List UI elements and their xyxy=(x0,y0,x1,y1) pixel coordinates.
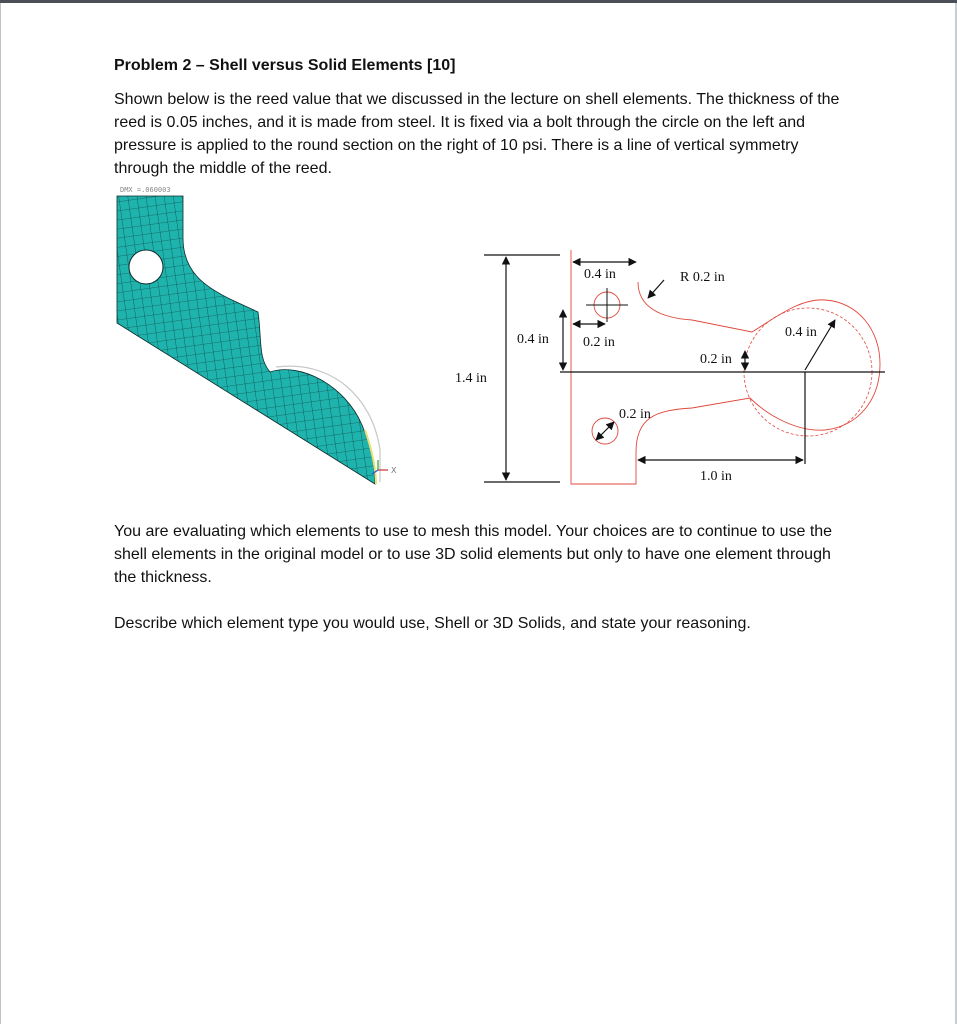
dim-left-height: 0.4 in xyxy=(517,332,549,347)
dim-hole-offset: 0.2 in xyxy=(583,335,615,350)
dim-radius-arrow xyxy=(648,280,664,298)
triad-x-label: X xyxy=(391,466,397,475)
evaluation-text: You are evaluating which elements to use to mesh this model. Your choices are to continue to use the shell elements in the original model or to use 3D solid elements but only to have one element through the thickness. xyxy=(114,523,833,586)
mesh-bolt-hole xyxy=(129,250,163,284)
dim-top-width: 0.4 in xyxy=(584,267,616,282)
dim-length: 1.0 in xyxy=(700,469,732,484)
dim-hole-dia: 0.2 in xyxy=(619,407,651,422)
dimension-drawing xyxy=(455,250,885,484)
dmx-label: DMX =.060003 xyxy=(120,186,171,194)
dim-circle-radius: 0.4 in xyxy=(785,325,817,340)
dim-neck-half: 0.2 in xyxy=(700,352,732,367)
dim-total-height: 1.4 in xyxy=(455,371,487,386)
mesh-body xyxy=(117,196,375,484)
shell-mesh-figure xyxy=(117,196,397,484)
question-text: Describe which element type you would use, Shell or 3D Solids, and state your reasoning. xyxy=(114,615,751,632)
reed-outline xyxy=(571,250,880,484)
hole-dia-arrow xyxy=(596,422,614,440)
problem-title: Problem 2 – Shell versus Solid Elements [10] xyxy=(114,57,456,74)
problem-intro: Shown below is the reed value that we discussed in the lecture on shell elements. The thickness of the reed is 0.05 inches, and it is made from steel. It is fixed via a bolt through the circle on the left and pressure is applied to the round section on the right of 10 psi. There is a line of vertical symmetry through the middle of the reed. xyxy=(114,91,840,177)
dim-radius: R 0.2 in xyxy=(680,270,725,285)
